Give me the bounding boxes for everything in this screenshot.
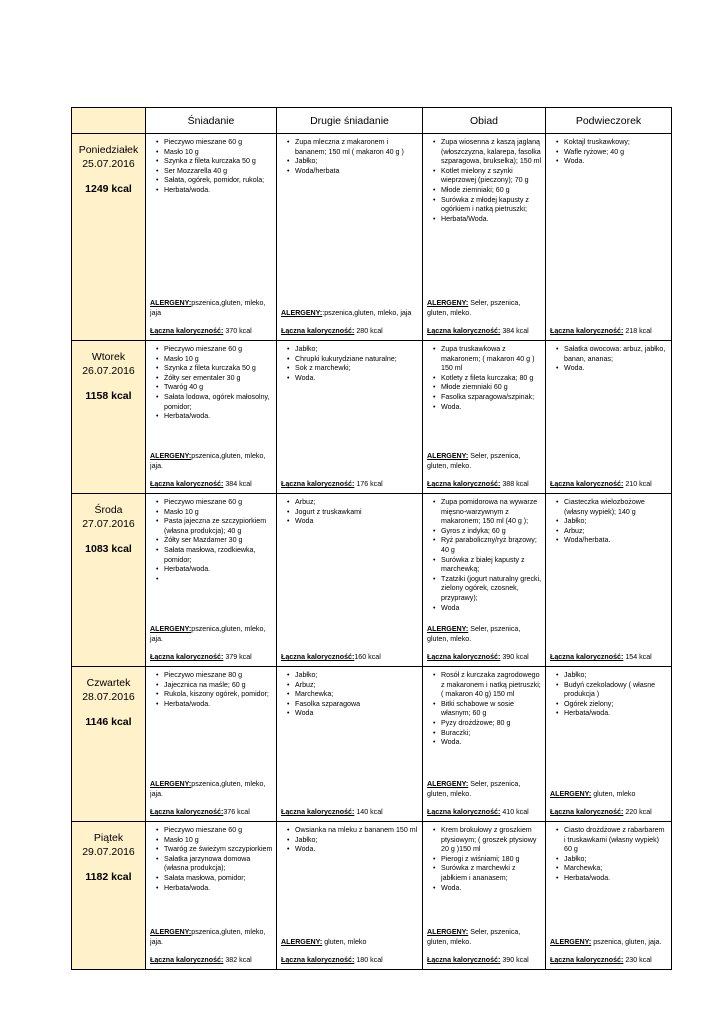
calorie-total-label: Łączna kaloryczność: bbox=[550, 653, 624, 662]
meal-item: • Pieczywo mieszane 80 g bbox=[158, 671, 273, 681]
meal-items bbox=[550, 826, 668, 884]
allergens-value: pszenica,gluten, mleko, jaja bbox=[150, 299, 266, 317]
meal-cell-lunch bbox=[423, 822, 546, 970]
meal-items bbox=[150, 498, 273, 575]
meal-item: • Żółty ser Mazdamer 30 g bbox=[158, 536, 273, 546]
day-cell bbox=[72, 667, 146, 822]
allergens-label: ALERGENY: bbox=[150, 299, 192, 308]
calorie-total-label: Łączna kaloryczność: bbox=[150, 653, 224, 662]
calorie-total-label: Łączna kaloryczność: bbox=[550, 808, 624, 817]
meal-item: • Surówka z młodej kapusty z ogórkiem i natką pietruszki; bbox=[435, 196, 542, 215]
allergens-note bbox=[427, 452, 542, 471]
allergens-label: ALERGENY: bbox=[150, 780, 192, 789]
meal-item: • Pieczywo mieszane 60 g bbox=[158, 138, 273, 148]
meal-item: • Jajecznica na maśle; 60 g bbox=[158, 681, 273, 691]
meal-footer bbox=[281, 936, 419, 966]
day-row bbox=[72, 341, 672, 494]
meal-item: • Jabłko; bbox=[289, 836, 419, 846]
calorie-total-value: 140 kcal bbox=[354, 808, 383, 817]
allergens-note bbox=[550, 938, 668, 948]
meal-item: • Jabłko; bbox=[289, 345, 419, 355]
meal-footer bbox=[281, 471, 419, 490]
calorie-total-value: 176 kcal bbox=[354, 480, 383, 489]
menu-body bbox=[72, 134, 672, 970]
calorie-total bbox=[281, 480, 419, 490]
meal-items bbox=[427, 138, 542, 224]
allergens-note bbox=[150, 625, 273, 644]
calorie-total-label: Łączna kaloryczność: bbox=[281, 808, 355, 817]
meal-items bbox=[550, 671, 668, 719]
meal-item: • Pieczywo mieszane 60 g bbox=[158, 345, 273, 355]
meal-cell-snack bbox=[546, 134, 672, 341]
meal-item: • Szynka z fileta kurczaka 50 g bbox=[158, 364, 273, 374]
calorie-total-value: 410 kcal bbox=[500, 808, 529, 817]
meal-footer bbox=[427, 778, 542, 818]
meal-footer bbox=[150, 926, 273, 966]
meal-cell-lunch bbox=[423, 341, 546, 494]
day-date: 28.07.2016 bbox=[82, 691, 135, 703]
meal-cell-second-breakfast bbox=[277, 667, 423, 822]
meal-cell-second-breakfast bbox=[277, 494, 423, 667]
meal-item: • Tzatziki (jogurt naturalny grecki, zielony ogórek, czosnek, przyprawy); bbox=[435, 575, 542, 604]
meal-item: • Żółty ser ementaler 30 g bbox=[158, 374, 273, 384]
meal-item: • Jabłko; bbox=[289, 157, 419, 167]
meal-item: • Wafle ryżowe; 40 g bbox=[558, 148, 668, 158]
meal-item: • Woda. bbox=[289, 845, 419, 855]
header-lunch: Obiad bbox=[423, 108, 546, 134]
meal-item: • Gyros z indyka; 60 g bbox=[435, 527, 542, 537]
meal-item: • Koktajl truskawkowy; bbox=[558, 138, 668, 148]
meal-footer bbox=[150, 623, 273, 663]
meal-item: • Woda/herbata bbox=[289, 167, 419, 177]
day-kcal: 1182 kcal bbox=[85, 871, 132, 883]
meal-item: • Ser Mozzarella 40 g bbox=[158, 167, 273, 177]
calorie-total-value: 280 kcal bbox=[354, 327, 383, 336]
meal-footer bbox=[150, 450, 273, 490]
meal-footer bbox=[550, 644, 668, 663]
calorie-total bbox=[150, 327, 273, 337]
allergens-value: pszenica,gluten, mleko, jaja. bbox=[150, 928, 266, 946]
meal-item: • Masło 10 g bbox=[158, 355, 273, 365]
meal-item: • Arbuz; bbox=[289, 681, 419, 691]
allergens-value: Seler, pszenica, gluten, mleko. bbox=[427, 928, 521, 946]
calorie-total-label: Łączna kaloryczność: bbox=[550, 956, 624, 965]
meal-footer bbox=[281, 799, 419, 818]
meal-item: • Twaróg 40 g bbox=[158, 383, 273, 393]
calorie-total-label: Łączna kaloryczność: bbox=[550, 327, 624, 336]
allergens-label: ALERGENY: bbox=[150, 928, 192, 937]
day-name: Środa bbox=[94, 504, 123, 516]
meal-cell-breakfast bbox=[146, 341, 277, 494]
meal-item: • Krem brokułowy z groszkiem ptysiowym; ( groszek ptysiowy 20 g )150 ml bbox=[435, 826, 542, 855]
allergens-value: pszenica,gluten, mleko, jaja. bbox=[150, 452, 266, 470]
meal-item: • Surówka z białej kapusty z marchewką; bbox=[435, 556, 542, 575]
calorie-total-value: 230 kcal bbox=[623, 956, 652, 965]
allergens-note bbox=[550, 790, 668, 800]
meal-item: • Herbata/woda. bbox=[158, 700, 273, 710]
meal-item: • Szynka z fileta kurczaka 50 g bbox=[158, 157, 273, 167]
meal-item: • Pierogi z wiśniami; 180 g bbox=[435, 855, 542, 865]
calorie-total bbox=[150, 480, 273, 490]
meal-item: • Herbata/woda. bbox=[158, 884, 273, 894]
calorie-total-value: 390 kcal bbox=[500, 956, 529, 965]
meal-item: • Sałata masłowa, pomidor; bbox=[158, 874, 273, 884]
meal-item: • Kotlety z fileta kurczaka; 80 g bbox=[435, 374, 542, 384]
meal-items bbox=[550, 138, 668, 167]
allergens-value: Seler, pszenica, gluten, mleko. bbox=[427, 625, 521, 643]
calorie-total-value: 210 kcal bbox=[623, 480, 652, 489]
allergens-label: ALERGENY: bbox=[550, 789, 592, 798]
allergens-note bbox=[281, 309, 419, 319]
allergens-label: ALERGENY: bbox=[427, 452, 469, 461]
allergens-value: gluten, mleko bbox=[322, 937, 367, 946]
meal-item: • Ciasto drożdżowe z rabarbarem i truskawkami (własny wypiek) 60 g bbox=[558, 826, 668, 855]
meal-footer bbox=[550, 471, 668, 490]
calorie-total-value: 379 kcal bbox=[223, 653, 252, 662]
calorie-total bbox=[427, 808, 542, 818]
calorie-total bbox=[550, 956, 668, 966]
calorie-total bbox=[427, 653, 542, 663]
calorie-total-label: Łączna kaloryczność: bbox=[150, 956, 224, 965]
calorie-total-label: Łączna kaloryczność: bbox=[150, 808, 224, 817]
calorie-total bbox=[427, 327, 542, 337]
day-cell bbox=[72, 494, 146, 667]
day-date: 25.07.2016 bbox=[82, 158, 135, 170]
calorie-total-value: 388 kcal bbox=[500, 480, 529, 489]
meal-item: • Woda bbox=[289, 517, 419, 527]
meal-item: • Woda bbox=[289, 709, 419, 719]
meal-cell-snack bbox=[546, 667, 672, 822]
calorie-total bbox=[150, 653, 273, 663]
allergens-value: pszenica,gluten, mleko, jaja. bbox=[150, 780, 266, 798]
calorie-total-value: 376 kcal bbox=[223, 808, 250, 817]
meal-item: • Fasolka szparagowa/szpinak; bbox=[435, 393, 542, 403]
calorie-total-value: 384 kcal bbox=[223, 480, 252, 489]
allergens-value: :pszenica,gluten, mleko, jaja bbox=[322, 308, 412, 317]
meal-item: • Twaróg ze świeżym szczypiorkiem bbox=[158, 845, 273, 855]
calorie-total bbox=[427, 956, 542, 966]
meal-item: • Sałata masłowa, rzodkiewka, pomidor; bbox=[158, 546, 273, 565]
meal-item: • Marchewka; bbox=[558, 864, 668, 874]
meal-cell-breakfast bbox=[146, 134, 277, 341]
meal-item: • Zupa wiosenna z kaszą jaglaną (włoszczyzna, kalarepa, fasolka szparagowa, brukselka); 150 ml bbox=[435, 138, 542, 167]
header-breakfast: Śniadanie bbox=[146, 108, 277, 134]
meal-items bbox=[550, 498, 668, 546]
calorie-total-label: Łączna kaloryczność: bbox=[281, 480, 355, 489]
meal-item: • Pieczywo mieszane 60 g bbox=[158, 498, 273, 508]
meal-item: • Woda. bbox=[558, 157, 668, 167]
day-row bbox=[72, 134, 672, 341]
allergens-label: ALERGENY: bbox=[427, 780, 469, 789]
allergens-note bbox=[150, 452, 273, 471]
day-cell bbox=[72, 134, 146, 341]
day-kcal: 1249 kcal bbox=[85, 183, 132, 195]
calorie-total bbox=[150, 956, 273, 966]
meal-item: • Sałatka jarzynowa domowa (własna produkcja); bbox=[158, 855, 273, 874]
meal-item: • Woda. bbox=[289, 374, 419, 384]
allergens-value: Seler, pszenica, gluten, mleko. bbox=[427, 299, 521, 317]
meal-item: • Zupa pomidorowa na wywarze mięsno-warzywnym z makaronem; 150 ml (40 g ); bbox=[435, 498, 542, 527]
meal-footer bbox=[427, 623, 542, 663]
meal-cell-snack bbox=[546, 341, 672, 494]
meal-item: • Jabłko; bbox=[558, 671, 668, 681]
calorie-total bbox=[281, 808, 419, 818]
allergens-note bbox=[427, 928, 542, 947]
meal-items bbox=[150, 671, 273, 709]
calorie-total-value: 154 kcal bbox=[623, 653, 652, 662]
header-row bbox=[72, 108, 672, 134]
day-date: 26.07.2016 bbox=[82, 365, 135, 377]
meal-item: • Masło 10 g bbox=[158, 508, 273, 518]
calorie-total-label: Łączna kaloryczność: bbox=[427, 956, 501, 965]
allergens-value: gluten, mleko bbox=[591, 789, 636, 798]
meal-item: • Jabłko; bbox=[289, 671, 419, 681]
day-cell bbox=[72, 822, 146, 970]
meal-item: • Woda. bbox=[435, 403, 542, 413]
meal-item: • Zupa truskawkowa z makaronem; ( makaron 40 g ) 150 ml bbox=[435, 345, 542, 374]
meal-item: • Masło 10 g bbox=[158, 148, 273, 158]
meal-footer bbox=[150, 297, 273, 337]
meal-item: • Pieczywo mieszane 60 g bbox=[158, 826, 273, 836]
meal-item: • Herbata/woda. bbox=[558, 709, 668, 719]
allergens-label: ALERGENY: bbox=[427, 625, 469, 634]
calorie-total-value: 384 kcal bbox=[500, 327, 529, 336]
meal-item: • Herbata/Woda. bbox=[435, 215, 542, 225]
day-kcal: 1146 kcal bbox=[85, 716, 132, 728]
allergens-value: pszenica,gluten, mleko, jaja. bbox=[150, 625, 266, 643]
calorie-total-label: Łączna kaloryczność: bbox=[281, 956, 355, 965]
allergens-label: ALERGENY: bbox=[150, 452, 192, 461]
meal-cell-lunch bbox=[423, 667, 546, 822]
calorie-total bbox=[281, 327, 419, 337]
meal-items bbox=[427, 345, 542, 412]
calorie-total-label: Łączna kaloryczność: bbox=[150, 480, 224, 489]
day-name: Piątek bbox=[93, 832, 124, 844]
meal-item: • Surówka z marchewki z jabłkiem i ananasem; bbox=[435, 864, 542, 883]
meal-item: • Owsianka na mleku z bananem 150 ml bbox=[289, 826, 419, 836]
meal-cell-lunch bbox=[423, 494, 546, 667]
calorie-total-label: Łączna kaloryczność: bbox=[550, 480, 624, 489]
meal-item: • Jabłko; bbox=[558, 517, 668, 527]
meal-item: • Buraczki; bbox=[435, 729, 542, 739]
meal-item: • Budyń czekoladowy ( własne produkcja ) bbox=[558, 681, 668, 700]
meal-items bbox=[150, 345, 273, 422]
meal-item: • Ciasteczka wielozbożowe (własny wypiek); 140 g bbox=[558, 498, 668, 517]
calorie-total-value: 220 kcal bbox=[623, 808, 652, 817]
calorie-total bbox=[281, 653, 419, 663]
day-row bbox=[72, 667, 672, 822]
allergens-label: ALERGENY: bbox=[427, 928, 469, 937]
meal-items bbox=[427, 671, 542, 748]
allergens-note bbox=[281, 938, 419, 948]
day-name: Czwartek bbox=[86, 677, 131, 689]
calorie-total bbox=[550, 653, 668, 663]
day-date: 29.07.2016 bbox=[82, 846, 135, 858]
calorie-total-label: Łączna kaloryczność: bbox=[150, 327, 224, 336]
calorie-total-label: Łączna kaloryczność: bbox=[427, 808, 501, 817]
meal-item: • Herbata/woda. bbox=[158, 186, 273, 196]
meal-item: • Ryż paraboliczny/ryż brązowy; 40 g bbox=[435, 536, 542, 555]
meal-item: • Woda/herbata. bbox=[558, 536, 668, 546]
meal-item: • Arbuz; bbox=[289, 498, 419, 508]
meal-item: • Kotlet mielony z szynki wieprzowej (pieczony); 70 g bbox=[435, 167, 542, 186]
meal-item: • Jogurt z truskawkami bbox=[289, 508, 419, 518]
calorie-total bbox=[150, 808, 273, 818]
allergens-note bbox=[427, 299, 542, 318]
meal-item: • Pyzy drożdżowe; 80 g bbox=[435, 719, 542, 729]
meal-footer bbox=[427, 926, 542, 966]
meal-item: • Młode ziemniaki; 60 g bbox=[435, 186, 542, 196]
day-date: 27.07.2016 bbox=[82, 518, 135, 530]
meal-footer bbox=[550, 788, 668, 818]
meal-item: • Woda. bbox=[435, 884, 542, 894]
calorie-total bbox=[550, 327, 668, 337]
calorie-total bbox=[427, 480, 542, 490]
calorie-total bbox=[281, 956, 419, 966]
meal-cell-breakfast bbox=[146, 822, 277, 970]
allergens-label: ALERGENY: bbox=[281, 308, 323, 317]
allergens-label: ALERGENY: bbox=[427, 299, 469, 308]
weekly-menu-table bbox=[71, 107, 672, 970]
calorie-total-value: 370 kcal bbox=[223, 327, 252, 336]
meal-footer bbox=[427, 450, 542, 490]
meal-item: • Herbata/woda. bbox=[558, 874, 668, 884]
meal-item: • Pasta jajeczna ze szczypiorkiem (własna produkcja); 40 g bbox=[158, 517, 273, 536]
meal-cell-breakfast bbox=[146, 667, 277, 822]
meal-items bbox=[281, 345, 419, 383]
calorie-total-value: 218 kcal bbox=[623, 327, 652, 336]
header-second-breakfast: Drugie śniadanie bbox=[277, 108, 423, 134]
header-corner bbox=[72, 108, 146, 134]
meal-footer bbox=[281, 644, 419, 663]
day-kcal: 1158 kcal bbox=[85, 390, 132, 402]
meal-item: • Chrupki kukurydziane naturalne; bbox=[289, 355, 419, 365]
allergens-label: ALERGENY: bbox=[281, 937, 323, 946]
allergens-note bbox=[150, 299, 273, 318]
meal-footer bbox=[427, 297, 542, 337]
meal-items bbox=[150, 138, 273, 196]
meal-items bbox=[281, 826, 419, 855]
meal-footer bbox=[550, 318, 668, 337]
day-kcal: 1083 kcal bbox=[85, 543, 132, 555]
calorie-total-label: Łączna kaloryczność: bbox=[427, 327, 501, 336]
calorie-total-value: 390 kcal bbox=[500, 653, 529, 662]
day-row bbox=[72, 822, 672, 970]
allergens-note bbox=[427, 780, 542, 799]
meal-cell-second-breakfast bbox=[277, 134, 423, 341]
meal-item: • Sałata, ogórek, pomidor, rukola; bbox=[158, 176, 273, 186]
meal-item: • Bitki schabowe w sosie własnym; 60 g bbox=[435, 700, 542, 719]
day-row bbox=[72, 494, 672, 667]
meal-cell-second-breakfast bbox=[277, 822, 423, 970]
meal-items bbox=[281, 671, 419, 719]
meal-items bbox=[150, 826, 273, 893]
meal-item: • Jabłko; bbox=[558, 855, 668, 865]
meal-item: • Woda bbox=[435, 604, 542, 614]
meal-item: • Fasolka szparagowa bbox=[289, 700, 419, 710]
meal-item: • Masło 10 g bbox=[158, 836, 273, 846]
day-name: Wtorek bbox=[91, 351, 126, 363]
meal-items bbox=[427, 498, 542, 613]
allergens-note bbox=[150, 780, 273, 799]
meal-cell-second-breakfast bbox=[277, 341, 423, 494]
meal-item: • Herbata/woda. bbox=[158, 412, 273, 422]
allergens-note bbox=[150, 928, 273, 947]
meal-item: • Woda. bbox=[558, 364, 668, 374]
allergens-value: Seler, pszenica, gluten, mleko. bbox=[427, 780, 521, 798]
calorie-total-label: Łączna kaloryczność: bbox=[427, 480, 501, 489]
meal-cell-lunch bbox=[423, 134, 546, 341]
allergens-value: Seler, pszenica, gluten, mleko. bbox=[427, 452, 521, 470]
meal-item: • Rukola, kiszony ogórek, pomidor; bbox=[158, 690, 273, 700]
meal-item: • Młode ziemniaki 60 g bbox=[435, 383, 542, 393]
meal-item: • Rosół z kurczaka zagrodowego z makaronem i natką pietruszki; ( makaron 40 g) 150 ml bbox=[435, 671, 542, 700]
meal-item: • Arbuz; bbox=[558, 527, 668, 537]
meal-cell-breakfast bbox=[146, 494, 277, 667]
header-snack: Podwieczorek bbox=[546, 108, 672, 134]
meal-items bbox=[281, 498, 419, 527]
meal-items bbox=[427, 826, 542, 893]
allergens-label: ALERGENY: bbox=[550, 937, 592, 946]
day-name: Poniedziałek bbox=[78, 144, 139, 156]
meal-cell-snack bbox=[546, 494, 672, 667]
calorie-total-label: Łączna kaloryczność: bbox=[427, 653, 501, 662]
meal-item: • Marchewka; bbox=[289, 690, 419, 700]
meal-item: • Woda. bbox=[435, 738, 542, 748]
meal-item: • Sok z marchewki; bbox=[289, 364, 419, 374]
calorie-total bbox=[550, 808, 668, 818]
allergens-note bbox=[427, 625, 542, 644]
meal-items bbox=[281, 138, 419, 176]
calorie-total-value: 160 kcal bbox=[354, 653, 381, 662]
calorie-total-label: Łączna kaloryczność: bbox=[281, 653, 355, 662]
day-cell bbox=[72, 341, 146, 494]
calorie-total bbox=[550, 480, 668, 490]
meal-footer bbox=[150, 778, 273, 818]
meal-item: • Sałata lodowa, ogórek małosolny, pomidor; bbox=[158, 393, 273, 412]
meal-cell-snack bbox=[546, 822, 672, 970]
allergens-label: ALERGENY: bbox=[150, 625, 192, 634]
meal-footer bbox=[281, 307, 419, 337]
meal-footer bbox=[550, 936, 668, 966]
meal-item: • Ogórek zielony; bbox=[558, 700, 668, 710]
meal-item: • Sałatka owocowa: arbuz, jabłko, banan, ananas; bbox=[558, 345, 668, 364]
calorie-total-value: 382 kcal bbox=[223, 956, 252, 965]
meal-item: • Zupa mleczna z makaronem i bananem; 150 ml ( makaron 40 g ) bbox=[289, 138, 419, 157]
allergens-value: pszenica, gluten, jaja. bbox=[591, 937, 662, 946]
meal-items bbox=[550, 345, 668, 374]
meal-item: • Herbata/woda. bbox=[158, 565, 273, 575]
calorie-total-value: 180 kcal bbox=[354, 956, 383, 965]
calorie-total-label: Łączna kaloryczność: bbox=[281, 327, 355, 336]
